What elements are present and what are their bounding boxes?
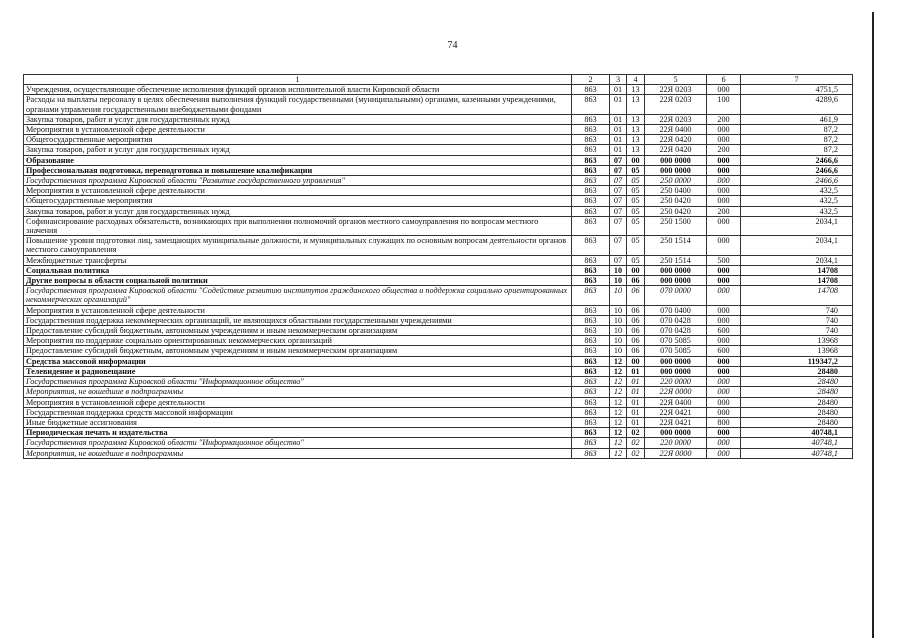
row-code-section: 12 bbox=[610, 438, 627, 448]
row-code-target: 22Я 0420 bbox=[645, 135, 707, 145]
row-amount: 740 bbox=[741, 305, 853, 315]
row-code-expense-type: 000 bbox=[707, 305, 741, 315]
row-code-target: 250 1514 bbox=[645, 236, 707, 255]
row-code-ministry: 863 bbox=[572, 286, 610, 305]
row-code-subsection: 05 bbox=[627, 216, 645, 235]
row-code-ministry: 863 bbox=[572, 125, 610, 135]
table-row bbox=[24, 196, 853, 206]
row-code-ministry: 863 bbox=[572, 448, 610, 458]
row-code-expense-type: 000 bbox=[707, 387, 741, 397]
row-code-expense-type: 000 bbox=[707, 438, 741, 448]
row-code-target: 000 0000 bbox=[645, 265, 707, 275]
row-code-target: 22Я 0420 bbox=[645, 145, 707, 155]
row-name: Предоставление субсидий бюджетным, автономным учреждениям и иным некоммерческим организациям bbox=[24, 326, 572, 336]
row-code-section: 12 bbox=[610, 377, 627, 387]
row-code-section: 07 bbox=[610, 236, 627, 255]
row-code-ministry: 863 bbox=[572, 196, 610, 206]
row-code-expense-type: 200 bbox=[707, 114, 741, 124]
row-code-subsection: 05 bbox=[627, 236, 645, 255]
row-code-section: 07 bbox=[610, 155, 627, 165]
table-row bbox=[24, 286, 853, 305]
table-row bbox=[24, 377, 853, 387]
row-code-section: 07 bbox=[610, 206, 627, 216]
header-cell: 7 bbox=[741, 75, 853, 85]
row-code-subsection: 00 bbox=[627, 265, 645, 275]
row-name: Другие вопросы в области социальной политики bbox=[24, 276, 572, 286]
row-code-expense-type: 000 bbox=[707, 125, 741, 135]
row-amount: 13968 bbox=[741, 346, 853, 356]
row-name: Закупка товаров, работ и услуг для государственных нужд bbox=[24, 114, 572, 124]
row-code-subsection: 13 bbox=[627, 145, 645, 155]
row-amount: 2034,1 bbox=[741, 216, 853, 235]
row-name: Общегосударственные мероприятия bbox=[24, 196, 572, 206]
row-amount: 40748,1 bbox=[741, 438, 853, 448]
row-amount: 740 bbox=[741, 326, 853, 336]
row-amount: 87,2 bbox=[741, 145, 853, 155]
table-row bbox=[24, 438, 853, 448]
row-code-subsection: 06 bbox=[627, 346, 645, 356]
row-amount: 28480 bbox=[741, 387, 853, 397]
row-code-ministry: 863 bbox=[572, 216, 610, 235]
row-code-expense-type: 000 bbox=[707, 155, 741, 165]
table-row bbox=[24, 85, 853, 95]
row-amount: 2034,1 bbox=[741, 255, 853, 265]
row-code-subsection: 01 bbox=[627, 366, 645, 376]
table-row bbox=[24, 305, 853, 315]
row-code-section: 10 bbox=[610, 286, 627, 305]
row-amount: 87,2 bbox=[741, 135, 853, 145]
row-code-subsection: 01 bbox=[627, 407, 645, 417]
row-code-section: 01 bbox=[610, 95, 627, 114]
table-row bbox=[24, 326, 853, 336]
table-row bbox=[24, 265, 853, 275]
table-row bbox=[24, 366, 853, 376]
row-name: Государственная поддержка некоммерческих организаций, не являющихся областными государственными учреждениями bbox=[24, 315, 572, 325]
row-code-subsection: 05 bbox=[627, 186, 645, 196]
row-amount: 28480 bbox=[741, 377, 853, 387]
row-code-section: 07 bbox=[610, 255, 627, 265]
row-code-subsection: 13 bbox=[627, 95, 645, 114]
row-code-section: 07 bbox=[610, 196, 627, 206]
row-code-target: 000 0000 bbox=[645, 366, 707, 376]
row-code-subsection: 02 bbox=[627, 428, 645, 438]
row-code-expense-type: 100 bbox=[707, 95, 741, 114]
row-amount: 40748,1 bbox=[741, 428, 853, 438]
row-name: Мероприятия по поддержке социально ориентированных некоммерческих организаций bbox=[24, 336, 572, 346]
row-code-expense-type: 000 bbox=[707, 286, 741, 305]
row-code-expense-type: 200 bbox=[707, 206, 741, 216]
row-code-section: 12 bbox=[610, 387, 627, 397]
row-code-target: 070 5085 bbox=[645, 346, 707, 356]
row-code-section: 07 bbox=[610, 186, 627, 196]
row-code-subsection: 00 bbox=[627, 155, 645, 165]
row-code-ministry: 863 bbox=[572, 276, 610, 286]
header-cell: 3 bbox=[610, 75, 627, 85]
row-name: Общегосударственные мероприятия bbox=[24, 135, 572, 145]
row-code-expense-type: 000 bbox=[707, 377, 741, 387]
scan-edge-line bbox=[872, 12, 874, 638]
row-code-expense-type: 000 bbox=[707, 265, 741, 275]
row-code-section: 01 bbox=[610, 125, 627, 135]
row-name: Закупка товаров, работ и услуг для государственных нужд bbox=[24, 145, 572, 155]
row-code-subsection: 01 bbox=[627, 377, 645, 387]
row-amount: 28480 bbox=[741, 417, 853, 427]
row-name: Софинансирование расходных обязательств, возникающих при выполнении полномочий органов местного самоуправления по вопросам местного значения bbox=[24, 216, 572, 235]
row-code-subsection: 05 bbox=[627, 196, 645, 206]
row-amount: 40748,1 bbox=[741, 448, 853, 458]
row-amount: 14708 bbox=[741, 286, 853, 305]
row-code-target: 220 0000 bbox=[645, 377, 707, 387]
row-code-target: 22Я 0000 bbox=[645, 448, 707, 458]
row-code-target: 070 0428 bbox=[645, 315, 707, 325]
row-code-section: 10 bbox=[610, 315, 627, 325]
row-amount: 4289,6 bbox=[741, 95, 853, 114]
row-code-expense-type: 000 bbox=[707, 407, 741, 417]
row-code-ministry: 863 bbox=[572, 85, 610, 95]
row-code-expense-type: 000 bbox=[707, 315, 741, 325]
row-code-target: 070 0000 bbox=[645, 286, 707, 305]
row-code-subsection: 06 bbox=[627, 315, 645, 325]
table-row bbox=[24, 387, 853, 397]
row-name: Государственная программа Кировской области "Развитие государственного управления" bbox=[24, 176, 572, 186]
budget-table bbox=[23, 74, 853, 459]
row-name: Иные бюджетные ассигнования bbox=[24, 417, 572, 427]
row-code-section: 01 bbox=[610, 114, 627, 124]
row-name: Учреждения, осуществляющие обеспечение исполнения функций органов исполнительной власти Кировской области bbox=[24, 85, 572, 95]
table-row bbox=[24, 397, 853, 407]
row-code-subsection: 05 bbox=[627, 176, 645, 186]
table-row bbox=[24, 165, 853, 175]
row-code-section: 01 bbox=[610, 135, 627, 145]
row-code-ministry: 863 bbox=[572, 236, 610, 255]
row-name: Мероприятия в установленной сфере деятельности bbox=[24, 125, 572, 135]
row-amount: 432,5 bbox=[741, 206, 853, 216]
row-name: Закупка товаров, работ и услуг для государственных нужд bbox=[24, 206, 572, 216]
row-code-ministry: 863 bbox=[572, 438, 610, 448]
row-code-target: 250 1514 bbox=[645, 255, 707, 265]
row-code-expense-type: 000 bbox=[707, 165, 741, 175]
row-code-expense-type: 500 bbox=[707, 255, 741, 265]
row-name: Мероприятия, не вошедшие в подпрограммы bbox=[24, 448, 572, 458]
row-name: Периодическая печать и издательства bbox=[24, 428, 572, 438]
row-code-subsection: 01 bbox=[627, 397, 645, 407]
table-row bbox=[24, 356, 853, 366]
row-name: Государственная программа Кировской области "Содействие развитию институтов гражданского общества и поддержка социально ориентированных некоммерческих организаций" bbox=[24, 286, 572, 305]
row-code-subsection: 05 bbox=[627, 255, 645, 265]
row-code-ministry: 863 bbox=[572, 315, 610, 325]
row-code-ministry: 863 bbox=[572, 346, 610, 356]
row-amount: 87,2 bbox=[741, 125, 853, 135]
row-code-expense-type: 000 bbox=[707, 448, 741, 458]
row-code-ministry: 863 bbox=[572, 428, 610, 438]
row-name: Государственная программа Кировской области "Информационное общество" bbox=[24, 377, 572, 387]
row-code-section: 12 bbox=[610, 417, 627, 427]
row-name: Государственная программа Кировской области "Информационное общество" bbox=[24, 438, 572, 448]
row-code-ministry: 863 bbox=[572, 95, 610, 114]
row-code-section: 10 bbox=[610, 336, 627, 346]
row-code-ministry: 863 bbox=[572, 265, 610, 275]
row-code-target: 250 0000 bbox=[645, 176, 707, 186]
table-row bbox=[24, 315, 853, 325]
row-amount: 432,5 bbox=[741, 186, 853, 196]
table-row bbox=[24, 176, 853, 186]
row-amount: 2466,6 bbox=[741, 176, 853, 186]
row-code-target: 22Я 0000 bbox=[645, 387, 707, 397]
row-code-subsection: 05 bbox=[627, 165, 645, 175]
table-row bbox=[24, 216, 853, 235]
table-row bbox=[24, 155, 853, 165]
row-amount: 28480 bbox=[741, 366, 853, 376]
row-amount: 28480 bbox=[741, 397, 853, 407]
row-code-subsection: 13 bbox=[627, 135, 645, 145]
row-code-ministry: 863 bbox=[572, 407, 610, 417]
table-row bbox=[24, 448, 853, 458]
row-code-expense-type: 000 bbox=[707, 176, 741, 186]
row-code-section: 01 bbox=[610, 85, 627, 95]
row-amount: 461,9 bbox=[741, 114, 853, 124]
row-name: Расходы на выплаты персоналу в целях обеспечения выполнения функций государственными (муниципальными) органами, казенными учреждениями, органами управления государственными внебюджетными фондами bbox=[24, 95, 572, 114]
row-name: Мероприятия в установленной сфере деятельности bbox=[24, 397, 572, 407]
table-row bbox=[24, 428, 853, 438]
page-number: 74 bbox=[447, 40, 458, 51]
row-code-target: 22Я 0421 bbox=[645, 417, 707, 427]
row-amount: 14708 bbox=[741, 265, 853, 275]
row-code-expense-type: 000 bbox=[707, 336, 741, 346]
table-row bbox=[24, 255, 853, 265]
row-amount: 28480 bbox=[741, 407, 853, 417]
row-code-section: 12 bbox=[610, 428, 627, 438]
row-code-ministry: 863 bbox=[572, 366, 610, 376]
row-name: Повышение уровня подготовки лиц, замещающих муниципальные должности, и муниципальных служащих по основным вопросам деятельности органов местного самоуправления bbox=[24, 236, 572, 255]
row-code-target: 070 0428 bbox=[645, 326, 707, 336]
row-amount: 2466,6 bbox=[741, 165, 853, 175]
row-code-section: 01 bbox=[610, 145, 627, 155]
row-code-ministry: 863 bbox=[572, 326, 610, 336]
header-cell: 1 bbox=[24, 75, 572, 85]
row-code-ministry: 863 bbox=[572, 186, 610, 196]
row-code-subsection: 02 bbox=[627, 438, 645, 448]
row-code-subsection: 05 bbox=[627, 206, 645, 216]
row-code-expense-type: 000 bbox=[707, 236, 741, 255]
row-code-ministry: 863 bbox=[572, 165, 610, 175]
row-code-target: 000 0000 bbox=[645, 428, 707, 438]
row-code-expense-type: 600 bbox=[707, 346, 741, 356]
table-row bbox=[24, 135, 853, 145]
row-code-ministry: 863 bbox=[572, 417, 610, 427]
table-row bbox=[24, 114, 853, 124]
row-code-target: 22Я 0400 bbox=[645, 397, 707, 407]
row-code-section: 12 bbox=[610, 366, 627, 376]
row-code-ministry: 863 bbox=[572, 135, 610, 145]
row-code-ministry: 863 bbox=[572, 255, 610, 265]
header-cell: 6 bbox=[707, 75, 741, 85]
row-code-subsection: 02 bbox=[627, 448, 645, 458]
row-code-target: 22Я 0400 bbox=[645, 125, 707, 135]
row-code-ministry: 863 bbox=[572, 114, 610, 124]
row-code-section: 10 bbox=[610, 276, 627, 286]
row-amount: 2466,6 bbox=[741, 155, 853, 165]
table-row bbox=[24, 206, 853, 216]
row-code-target: 000 0000 bbox=[645, 165, 707, 175]
row-code-target: 22Я 0203 bbox=[645, 114, 707, 124]
row-code-target: 22Я 0203 bbox=[645, 85, 707, 95]
row-code-section: 12 bbox=[610, 356, 627, 366]
row-code-target: 000 0000 bbox=[645, 155, 707, 165]
table-row bbox=[24, 145, 853, 155]
row-code-subsection: 06 bbox=[627, 305, 645, 315]
row-code-expense-type: 200 bbox=[707, 145, 741, 155]
row-code-ministry: 863 bbox=[572, 176, 610, 186]
row-code-ministry: 863 bbox=[572, 387, 610, 397]
row-code-section: 10 bbox=[610, 346, 627, 356]
table-row bbox=[24, 95, 853, 114]
row-name: Межбюджетные трансферты bbox=[24, 255, 572, 265]
row-code-subsection: 06 bbox=[627, 276, 645, 286]
row-code-ministry: 863 bbox=[572, 377, 610, 387]
row-code-target: 22Я 0421 bbox=[645, 407, 707, 417]
row-name: Средства массовой информации bbox=[24, 356, 572, 366]
row-code-section: 10 bbox=[610, 326, 627, 336]
row-amount: 740 bbox=[741, 315, 853, 325]
table-row bbox=[24, 186, 853, 196]
table-header-row bbox=[24, 75, 853, 85]
row-code-target: 070 5085 bbox=[645, 336, 707, 346]
row-amount: 13968 bbox=[741, 336, 853, 346]
table-row bbox=[24, 236, 853, 255]
row-name: Мероприятия, не вошедшие в подпрограммы bbox=[24, 387, 572, 397]
row-code-subsection: 00 bbox=[627, 356, 645, 366]
row-code-section: 07 bbox=[610, 165, 627, 175]
row-code-target: 000 0000 bbox=[645, 356, 707, 366]
row-amount: 119347,2 bbox=[741, 356, 853, 366]
row-code-target: 250 1500 bbox=[645, 216, 707, 235]
row-code-section: 12 bbox=[610, 448, 627, 458]
row-amount: 14708 bbox=[741, 276, 853, 286]
row-code-target: 000 0000 bbox=[645, 276, 707, 286]
row-name: Мероприятия в установленной сфере деятельности bbox=[24, 186, 572, 196]
header-cell: 2 bbox=[572, 75, 610, 85]
row-code-ministry: 863 bbox=[572, 397, 610, 407]
row-code-ministry: 863 bbox=[572, 206, 610, 216]
row-code-section: 10 bbox=[610, 305, 627, 315]
row-code-expense-type: 000 bbox=[707, 85, 741, 95]
row-code-ministry: 863 bbox=[572, 145, 610, 155]
row-code-ministry: 863 bbox=[572, 356, 610, 366]
row-code-section: 07 bbox=[610, 216, 627, 235]
row-code-subsection: 13 bbox=[627, 125, 645, 135]
row-code-target: 250 0400 bbox=[645, 186, 707, 196]
row-code-subsection: 06 bbox=[627, 286, 645, 305]
table-row bbox=[24, 346, 853, 356]
row-code-expense-type: 600 bbox=[707, 326, 741, 336]
header-cell: 5 bbox=[645, 75, 707, 85]
row-code-section: 12 bbox=[610, 397, 627, 407]
row-amount: 2034,1 bbox=[741, 236, 853, 255]
row-code-subsection: 13 bbox=[627, 114, 645, 124]
row-code-section: 12 bbox=[610, 407, 627, 417]
row-code-expense-type: 000 bbox=[707, 356, 741, 366]
row-name: Телевидение и радиовещание bbox=[24, 366, 572, 376]
row-code-subsection: 06 bbox=[627, 326, 645, 336]
row-code-expense-type: 000 bbox=[707, 135, 741, 145]
row-name: Социальная политика bbox=[24, 265, 572, 275]
row-code-ministry: 863 bbox=[572, 336, 610, 346]
row-code-expense-type: 000 bbox=[707, 397, 741, 407]
row-amount: 4751,5 bbox=[741, 85, 853, 95]
row-code-target: 070 0400 bbox=[645, 305, 707, 315]
row-code-subsection: 06 bbox=[627, 336, 645, 346]
row-code-expense-type: 000 bbox=[707, 428, 741, 438]
row-code-ministry: 863 bbox=[572, 155, 610, 165]
row-code-subsection: 01 bbox=[627, 387, 645, 397]
table-row bbox=[24, 125, 853, 135]
row-code-expense-type: 000 bbox=[707, 186, 741, 196]
row-code-ministry: 863 bbox=[572, 305, 610, 315]
table-row bbox=[24, 407, 853, 417]
row-name: Государственная поддержка средств массовой информации bbox=[24, 407, 572, 417]
row-amount: 432,5 bbox=[741, 196, 853, 206]
row-code-expense-type: 800 bbox=[707, 417, 741, 427]
table-row bbox=[24, 417, 853, 427]
row-code-target: 22Я 0203 bbox=[645, 95, 707, 114]
header-cell: 4 bbox=[627, 75, 645, 85]
row-code-expense-type: 000 bbox=[707, 366, 741, 376]
row-code-target: 250 0420 bbox=[645, 206, 707, 216]
row-code-expense-type: 000 bbox=[707, 196, 741, 206]
row-name: Образование bbox=[24, 155, 572, 165]
table-row bbox=[24, 336, 853, 346]
row-code-expense-type: 000 bbox=[707, 216, 741, 235]
table-body bbox=[24, 85, 853, 459]
row-code-subsection: 13 bbox=[627, 85, 645, 95]
row-code-target: 250 0420 bbox=[645, 196, 707, 206]
row-code-expense-type: 000 bbox=[707, 276, 741, 286]
row-code-target: 220 0000 bbox=[645, 438, 707, 448]
row-code-section: 10 bbox=[610, 265, 627, 275]
row-name: Предоставление субсидий бюджетным, автономным учреждениям и иным некоммерческим организациям bbox=[24, 346, 572, 356]
row-code-section: 07 bbox=[610, 176, 627, 186]
row-code-subsection: 01 bbox=[627, 417, 645, 427]
table-row bbox=[24, 276, 853, 286]
row-name: Мероприятия в установленной сфере деятельности bbox=[24, 305, 572, 315]
row-name: Профессиональная подготовка, переподготовка и повышение квалификации bbox=[24, 165, 572, 175]
